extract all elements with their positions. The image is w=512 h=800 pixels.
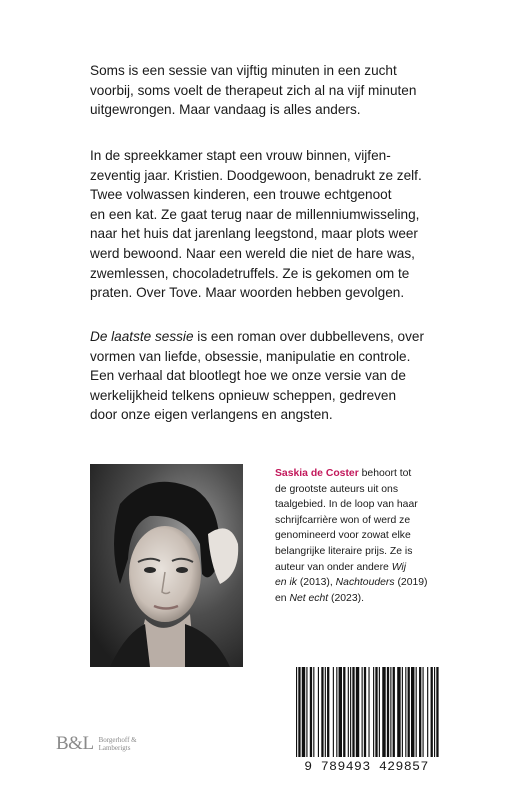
barcode-bar [348,667,349,757]
blurb-line: In de spreekkamer stapt een vrouw binnen, vijfen- [90,148,391,163]
author-bio [275,466,455,606]
barcode-bar [382,667,385,757]
author-photo [90,464,243,667]
barcode-bars [290,667,443,759]
barcode-bar [343,667,345,757]
isbn-number: 9 789493 429857 [290,759,443,774]
blurb-line: door onze eigen verlangens en angsten. [90,407,333,423]
blurb-line [90,327,442,347]
barcode-bar [350,667,351,757]
blurb-line: praten. Over Tove. Maar woorden hebben gevolgen. [90,285,405,301]
blurb-line: zwemlessen, chocoladetruffels. Ze is gekomen om te [90,265,410,281]
barcode-bar [427,667,428,757]
author-name: Saskia de Coster [275,468,359,479]
barcode-bar [336,667,337,757]
book-title: Net echt [289,592,329,604]
blurb-paragraph-2 [90,146,442,303]
book-title: en ik [275,577,297,589]
isbn-barcode [290,667,443,780]
barcode-bar [368,667,369,757]
book-title: De laatste sessie [90,329,194,344]
blurb-line: en een kat. Ze gaat terug naar de millenniumwisseling, [90,206,420,222]
publisher-name-line: Lamberigts [98,744,131,752]
barcode-bar [416,667,417,757]
barcode-bar [411,667,414,757]
bio-line [275,466,455,482]
blurb-line: werd bewoond. Naar een wereld die niet de hare was, [90,245,415,261]
publisher-name [99,736,137,752]
barcode-bar [423,667,424,757]
barcode-bar [310,667,312,757]
barcode-bar [434,667,435,757]
barcode-bar [364,667,366,757]
barcode-bar [402,667,403,757]
barcode-bar [393,667,395,757]
book-title: Nachtouders [335,577,395,589]
barcode-bar [313,667,314,757]
barcode-bar [352,667,354,757]
bio-line [275,560,455,576]
blurb-line: Soms is een sessie van vijftig minuten in een zucht [90,63,397,78]
barcode-bar [302,667,305,757]
bio-text: auteur van onder andere [275,561,389,573]
bio-line [275,575,455,591]
blurb-line: voorbij, soms voelt de therapeut zich al na vijf minuten [90,82,417,98]
bio-text: (2019) [394,577,428,589]
barcode-bar [298,667,300,757]
barcode-bar [419,667,421,757]
publisher-name-line: Borgerhoff & [98,736,137,744]
barcode-bar [390,667,391,757]
barcode-bar [373,667,374,757]
blurb-line: Een verhaal dat blootlegt hoe we onze versie van de [90,368,406,384]
barcode-bar [397,667,400,757]
bio-text: en [275,592,290,604]
bio-text: (2013), [296,577,336,589]
barcode-bar [408,667,410,757]
barcode-bar [356,667,359,757]
barcode-bar [431,667,433,757]
blurb-line: werkelijkheid telkens opnieuw scheppen, gedreven [90,387,397,403]
bio-line: belangrijke literaire prijs. Ze is [275,545,413,557]
barcode-bar [333,667,334,757]
barcode-bar [321,667,323,757]
barcode-bar [296,667,297,757]
bio-text: behoort tot [358,468,412,479]
publisher-mark: B&L [56,733,94,754]
barcode-bar [362,667,363,757]
blurb-line: uitgewrongen. Maar vandaag is alles anders. [90,102,361,118]
blurb-line: vormen van liefde, obsessie, manipulatie en controle. [90,348,411,364]
bio-text: (2023). [328,592,364,604]
blurb-line: Twee volwassen kinderen, een trouwe echtgenoot [90,187,392,203]
barcode-bar [339,667,342,757]
bio-line: de grootste auteurs uit ons [275,483,399,495]
publisher-logo [56,733,137,755]
barcode-bar [306,667,307,757]
blurb-line: zeventig jaar. Kristien. Doodgewoon, benadrukt ze zelf. [90,167,422,183]
barcode-bar [436,667,438,757]
book-title: Wij [391,561,407,573]
blurb-paragraph-1 [90,61,442,120]
barcode-bar [387,667,389,757]
barcode-bar [379,667,380,757]
bio-line: genomineerd voor zowat elke [275,530,411,542]
bio-line: schrijfcarrière won of werd ze [275,514,411,526]
barcode-bar [318,667,319,757]
blurb-paragraph-3 [90,327,442,425]
barcode-bar [325,667,326,757]
barcode-bar [405,667,406,757]
author-portrait-image [90,464,243,667]
bio-line [275,591,455,607]
barcode-bar [375,667,377,757]
bio-line: taalgebied. In de loop van haar [275,499,418,511]
barcode-bar [327,667,329,757]
blurb-text: is een roman over dubbellevens, over [193,329,424,344]
blurb-line: naar het huis dat jarenlang leegstond, maar plots weer [90,226,418,242]
